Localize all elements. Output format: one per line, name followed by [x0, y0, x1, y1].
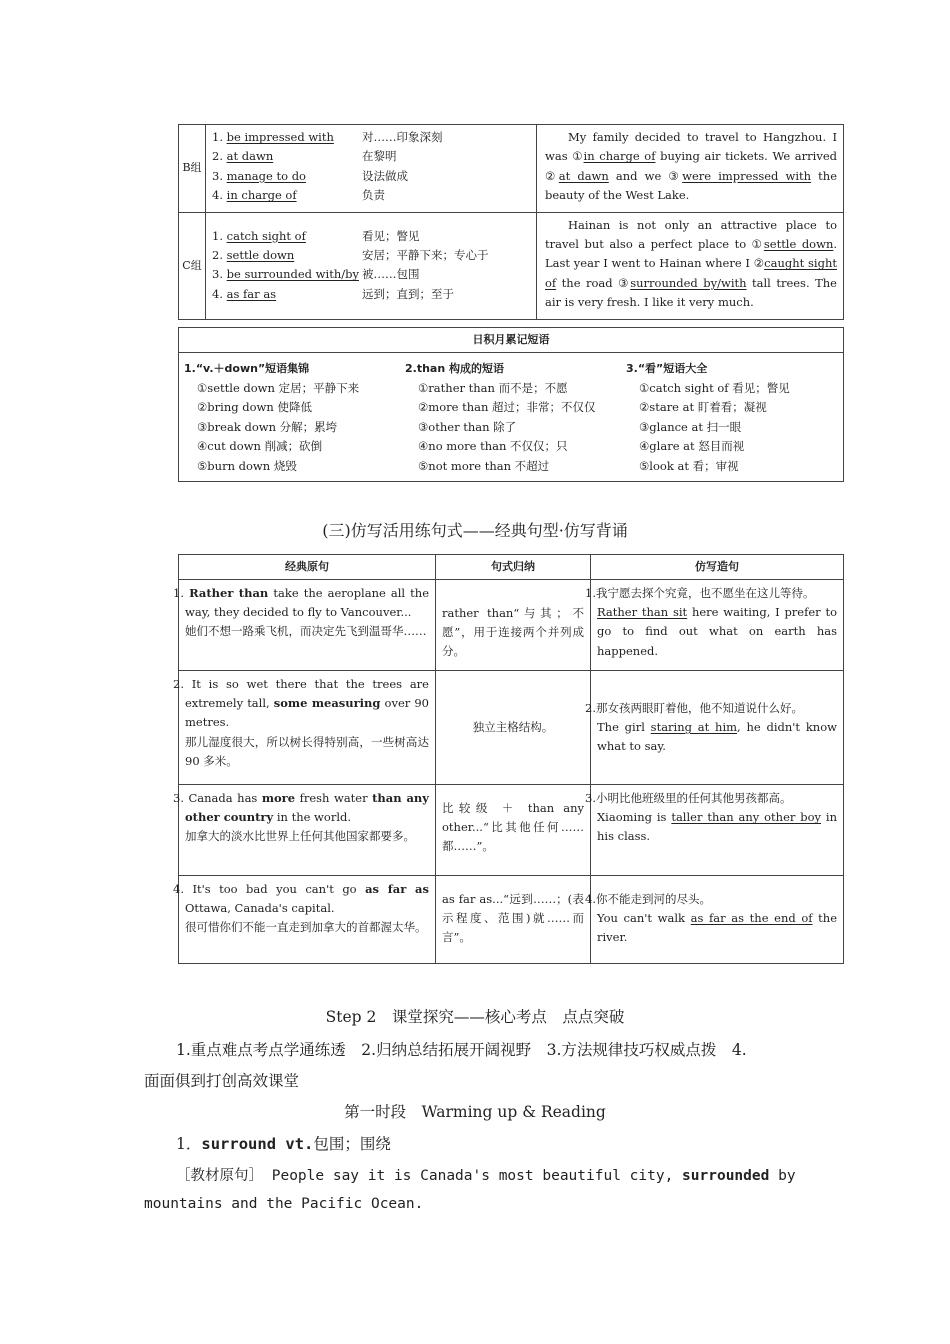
accumulation-column	[179, 359, 400, 476]
imitation-sentence: 1.我宁愿去探个究竟，也不愿坐在这儿等待。 Rather than sit here waiting, I prefer to go to find out what on earth has happened.	[591, 580, 844, 671]
group-b-label: B组	[179, 125, 206, 213]
table-row	[179, 785, 844, 876]
textbook-sentence: ［教材原句］ People say it is Canada's most beautiful city, surrounded by	[176, 1168, 796, 1184]
accumulation-column	[621, 359, 842, 476]
column-title: 3.“看”短语大全	[626, 362, 708, 375]
group-b-passage: My family decided to travel to Hangzhou. I was ①in charge of buying air tickets. We arrived ②at dawn and we ③were impressed with the beauty of the West Lake.	[537, 125, 844, 213]
imitation-sentence: 2.那女孩两眼盯着他，他不知道说什么好。 The girl staring at him, he didn't know what to say.	[591, 671, 844, 785]
column-title: 2.than 构成的短语	[405, 362, 505, 375]
group-c-list	[206, 212, 537, 319]
table-row	[179, 671, 844, 785]
accumulation-column	[400, 359, 621, 476]
table-row	[179, 580, 844, 671]
table-header-row	[179, 555, 844, 580]
list-item: ②bring down 使降低	[197, 400, 312, 414]
list-item: ③break down 分解；累垮	[197, 419, 338, 434]
original-sentence: 2. It is so wet there that the trees are extremely tall, some measuring over 90 metres. 那儿湿度很大，所以树长得特别高，一些树高达 90 多米。	[179, 671, 436, 785]
phrase-accumulation-box	[178, 327, 844, 482]
list-item: ④cut down 削减；砍倒	[197, 439, 323, 453]
section-title: (三)仿写活用练句式——经典句型·仿写背诵	[322, 521, 628, 540]
list-item: ③glance at 扫一眼	[639, 419, 742, 434]
imitation-sentence: 3.小明比他班级里的任何其他男孩都高。 Xiaoming is taller than any other boy in his class.	[591, 785, 844, 876]
list-item: ①rather than 而不是；不愿	[418, 380, 568, 395]
pattern-summary: 独立主格结构。	[436, 671, 591, 785]
pattern-summary: rather than“与其；不愿”，用于连接两个并列成分。	[436, 580, 591, 671]
accumulation-header: 日积月累记短语	[179, 328, 843, 353]
word-heading: 1．surround vt.包围；围绕	[176, 1135, 391, 1153]
group-c-row	[179, 212, 844, 319]
original-sentence: 3. Canada has more fresh water than any other country in the world. 加拿大的淡水比世界上任何其他国家都要多。	[179, 785, 436, 876]
imitation-sentence: 4.你不能走到河的尽头。 You can't walk as far as the end of the river.	[591, 876, 844, 964]
list-item: ④no more than 不仅仅；只	[418, 439, 568, 453]
textbook-sentence-continued: mountains and the Pacific Ocean.	[144, 1196, 424, 1212]
column-header: 仿写造句	[591, 555, 844, 580]
phrase-table	[178, 124, 844, 320]
intro-line: 面面俱到打创高效课堂	[144, 1072, 300, 1090]
list-item: 3. be surrounded with/by 被……包围	[212, 267, 420, 282]
group-b-list	[206, 125, 537, 213]
group-b-row	[179, 125, 844, 213]
list-item: ②more than 超过；非常；不仅仅	[418, 400, 596, 414]
intro-line: 1.重点难点考点学通练透 2.归纳总结拓展开阔视野 3.方法规律技巧权威点拨 4.	[176, 1041, 747, 1059]
list-item: 2. at dawn 在黎明	[212, 149, 397, 164]
list-item: 4. in charge of 负责	[212, 188, 385, 203]
list-item: 1. be impressed with 对……印象深刻	[212, 130, 443, 144]
column-title: 1.“v.＋down”短语集锦	[184, 362, 310, 375]
list-item: ①settle down 定居；平静下来	[197, 380, 360, 395]
pattern-summary: as far as...“远到……；(表示程度、范围)就……而言”。	[436, 876, 591, 964]
list-item: 4. as far as 远到；直到；至于	[212, 286, 454, 301]
list-item: ⑤look at 看；审视	[639, 458, 739, 473]
group-c-label: C组	[179, 212, 206, 319]
sentence-pattern-table	[173, 554, 844, 964]
column-header: 经典原句	[179, 555, 436, 580]
column-header: 句式归纳	[436, 555, 591, 580]
original-sentence: 1. Rather than take the aeroplane all the way, they decided to fly to Vancouver... 她们不想一路乘飞机，而决定先飞到温哥华……	[179, 580, 436, 671]
original-sentence: 4. It's too bad you can't go as far as Ottawa, Canada's capital. 很可惜你们不能一直走到加拿大的首都渥太华。	[179, 876, 436, 964]
period-heading: 第一时段 Warming up & Reading	[344, 1103, 606, 1121]
list-item: ①catch sight of 看见；瞥见	[639, 380, 790, 395]
list-item: 1. catch sight of 看见；瞥见	[212, 228, 420, 243]
step-heading: Step 2 课堂探究——核心考点 点点突破	[325, 1008, 625, 1026]
table-row	[179, 876, 844, 964]
group-c-passage: Hainan is not only an attractive place to travel but also a perfect place to ①settle down. Last year I went to Hainan where I ②caught sight of the road ③surrounded by/with tall trees. The air is very fresh. I like it very much.	[537, 212, 844, 319]
list-item: ④glare at 怒目而视	[639, 439, 745, 453]
list-item: 3. manage to do 设法做成	[212, 168, 408, 183]
list-item: ②stare at 盯着看；凝视	[639, 400, 767, 414]
list-item: ⑤burn down 烧毁	[197, 458, 297, 473]
list-item: ⑤not more than 不超过	[418, 458, 550, 473]
list-item: 2. settle down 安居；平静下来；专心于	[212, 248, 489, 263]
list-item: ③other than 除了	[418, 419, 517, 434]
pattern-summary: 比较级 ＋ than any other...“比其他任何……都……”。	[436, 785, 591, 876]
